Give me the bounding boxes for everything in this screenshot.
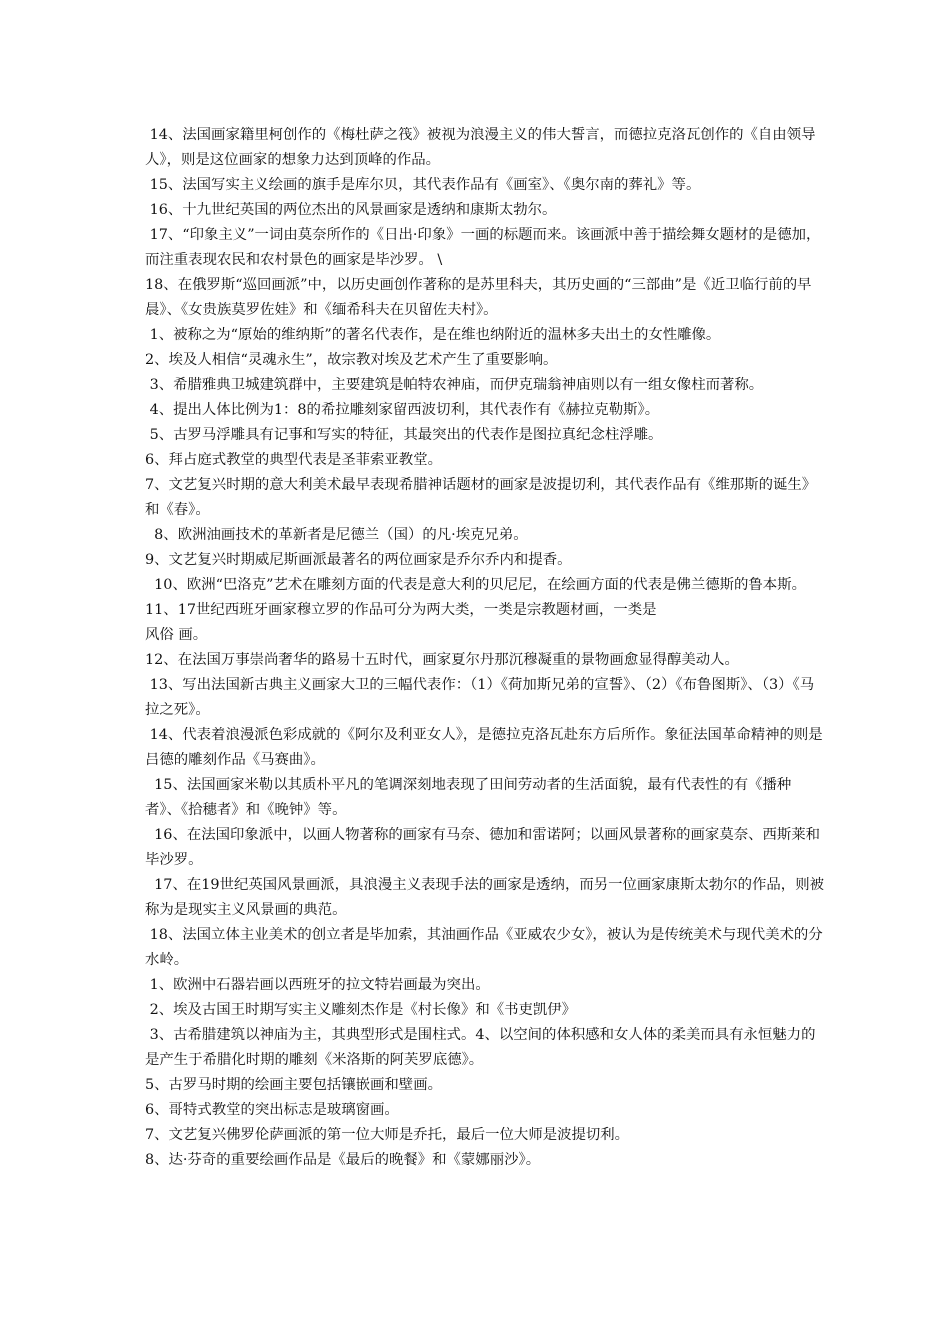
paragraph: 11、17世纪西班牙画家穆立罗的作品可分为两大类，一类是宗教题材画，一类是 风俗 画。	[145, 602, 657, 643]
paragraph: 3、古希腊建筑以神庙为主，其典型形式是围柱式。4、以空间的体积感和女人体的柔美而具有永恒魅力的是产生于希腊化时期的雕刻《米洛斯的阿芙罗底德》。	[145, 1027, 816, 1068]
paragraph: 2、埃及古国王时期写实主义雕刻杰作是《村长像》和《书吏凯伊》	[145, 1002, 577, 1018]
paragraph: 16、在法国印象派中，以画人物著称的画家有马奈、德加和雷诺阿；以画风景著称的画家莫奈、西斯莱和毕沙罗。	[145, 827, 821, 868]
paragraph: 8、欧洲油画技术的革新者是尼德兰（国）的凡·埃克兄弟。	[145, 527, 528, 543]
paragraph: 6、哥特式教堂的突出标志是玻璃窗画。	[145, 1102, 399, 1118]
paragraph: 16、十九世纪英国的两位杰出的风景画家是透纳和康斯太勃尔。	[145, 202, 557, 218]
paragraph: 7、文艺复兴佛罗伦萨画派的第一位大师是乔托，最后一位大师是波提切利。	[145, 1127, 630, 1143]
paragraph: 3、希腊雅典卫城建筑群中，主要建筑是帕特农神庙，而伊克瑞翁神庙则以有一组女像柱而著称。	[145, 377, 764, 393]
paragraph: 14、代表着浪漫派色彩成就的《阿尔及利亚女人》，是德拉克洛瓦赴东方后所作。象征法国革命精神的则是吕德的雕刻作品《马赛曲》。	[145, 727, 823, 768]
paragraph: 2、埃及人相信“灵魂永生”，故宗教对埃及艺术产生了重要影响。	[145, 352, 558, 368]
paragraph: 15、法国写实主义绘画的旗手是库尔贝，其代表作品有《画室》、《奥尔南的葬礼》等。	[145, 177, 701, 193]
paragraph: 17、在19世纪英国风景画派，具浪漫主义表现手法的画家是透纳，而另一位画家康斯太勃尔的作品，则被称为是现实主义风景画的典范。	[145, 877, 824, 918]
paragraph: 10、欧洲“巴洛克”艺术在雕刻方面的代表是意大利的贝尼尼，在绘画方面的代表是佛兰德斯的鲁本斯。	[145, 577, 806, 593]
paragraph: 7、文艺复兴时期的意大利美术最早表现希腊神话题材的画家是波提切利，其代表作品有《维那斯的诞生》和《春》。	[145, 477, 817, 518]
paragraph: 6、拜占庭式教堂的典型代表是圣菲索亚教堂。	[145, 452, 442, 468]
paragraph: 15、法国画家米勒以其质朴平凡的笔调深刻地表现了田间劳动者的生活面貌，最有代表性的有《播种者》、《拾穗者》和《晚钟》等。	[145, 777, 792, 818]
paragraph: 18、法国立体主业美术的创立者是毕加索，其油画作品《亚威农少女》，被认为是传统美术与现代美术的分水岭。	[145, 927, 823, 968]
paragraph: 13、写出法国新古典主义画家大卫的三幅代表作：（1）《荷加斯兄弟的宣誓》、（2）《布鲁图斯》、（3）《马拉之死》。	[145, 677, 815, 718]
paragraph: 9、文艺复兴时期威尼斯画派最著名的两位画家是乔尔乔内和提香。	[145, 552, 572, 568]
paragraph: 1、欧洲中石器岩画以西班牙的拉文特岩画最为突出。	[145, 977, 490, 993]
paragraph: 5、古罗马浮雕具有记事和写实的特征，其最突出的代表作是图拉真纪念柱浮雕。	[145, 427, 663, 443]
paragraph: 12、在法国万事崇尚奢华的路易十五时代，画家夏尔丹那沉穆凝重的景物画愈显得醇美动人。	[145, 652, 739, 668]
paragraph: 18、在俄罗斯“巡回画派”中，以历史画创作著称的是苏里科夫，其历史画的“三部曲”是《近卫临行前的早晨》、《女贵族莫罗佐娃》和《缅希科夫在贝留佐夫村》。	[145, 277, 812, 318]
paragraph: 5、古罗马时期的绘画主要包括镶嵌画和壁画。	[145, 1077, 442, 1093]
paragraph: 8、达·芬奇的重要绘画作品是《最后的晚餐》和《蒙娜丽沙》。	[145, 1152, 541, 1168]
paragraph: 17、“印象主义”一词由莫奈所作的《日出·印象》一画的标题而来。该画派中善于描绘舞女题材的是德加，而注重表现农民和农村景色的画家是毕沙罗。 \	[145, 227, 821, 268]
paragraph: 4、提出人体比例为1：8的希拉雕刻家留西波切利，其代表作有《赫拉克勒斯》。	[145, 402, 660, 418]
paragraph: 14、法国画家籍里柯创作的《梅杜萨之筏》被视为浪漫主义的伟大誓言，而德拉克洛瓦创作的《自由领导人》，则是这位画家的想象力达到顶峰的作品。	[145, 127, 816, 168]
paragraph: 1、被称之为“原始的维纳斯”的著名代表作，是在维也纳附近的温林多夫出土的女性雕像。	[145, 327, 721, 343]
document-body	[145, 123, 825, 1173]
